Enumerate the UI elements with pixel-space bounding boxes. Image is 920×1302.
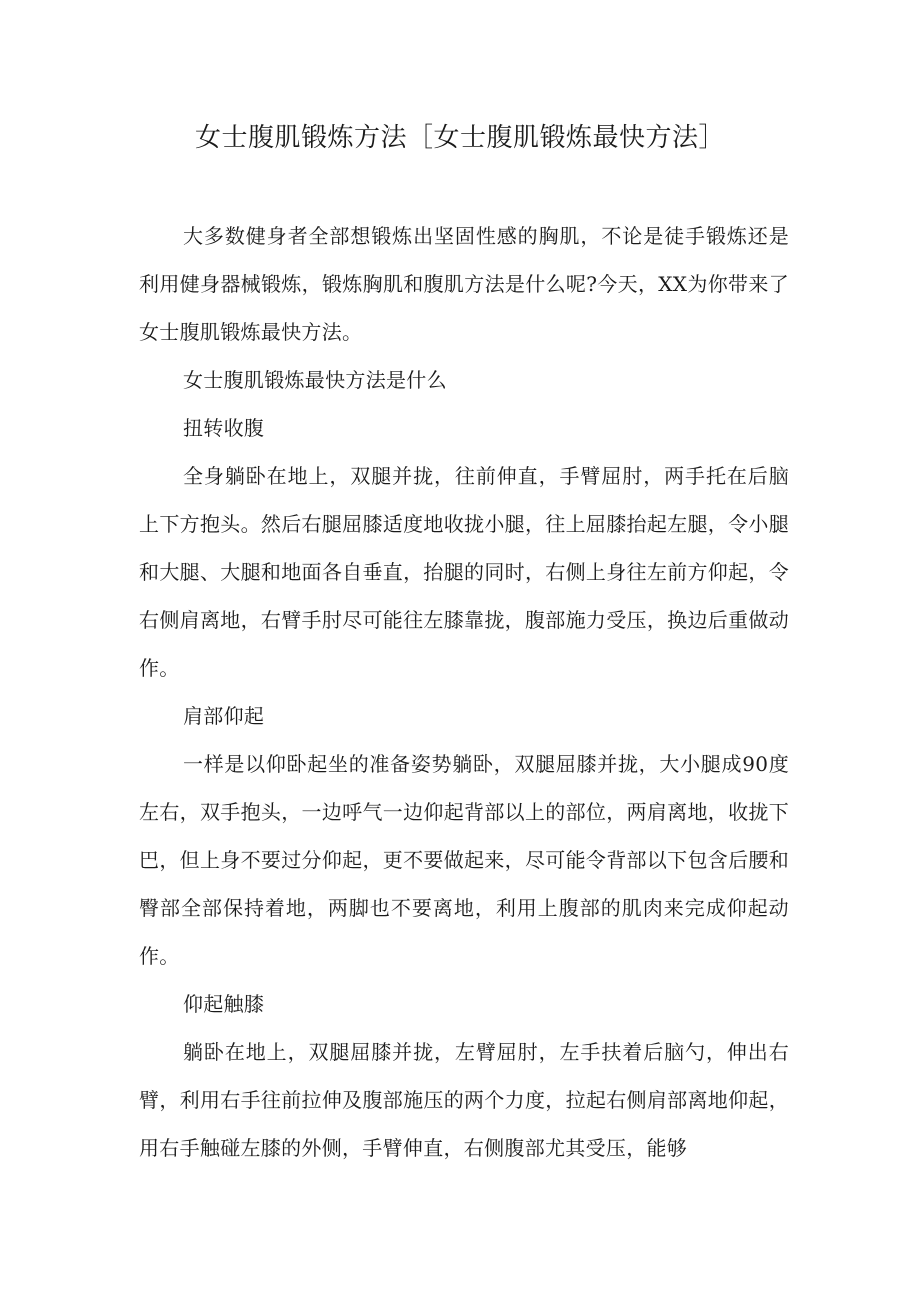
paragraph-shoulder-raise: 一样是以仰卧起坐的准备姿势躺卧，双腿屈膝并拢，大小腿成90度左右，双手抱头，一边呼气一边仰起背部以上的部位，两肩离地，收拢下巴，但上身不要过分仰起，更不要做起来，尽可能令背部以下包含后腰和臀部全部保持着地，两脚也不要离地，利用上腹部的肌肉来完成仰起动作。 <box>139 752 789 968</box>
paragraph-intro: 大多数健身者全部想锻炼出坚固性感的胸肌，不论是徒手锻炼还是利用健身器械锻炼，锻炼胸肌和腹肌方法是什么呢?今天，XX为你带来了女士腹肌锻炼最快方法。 <box>139 224 789 344</box>
section-heading-twist-crunch: 扭转收腹 <box>183 416 265 440</box>
section-heading-question: 女士腹肌锻炼最快方法是什么 <box>183 368 447 392</box>
paragraph-twist-crunch: 全身躺卧在地上，双腿并拢，往前伸直，手臂屈肘，两手托在后脑上下方抱头。然后右腿屈膝适度地收拢小腿，往上屈膝抬起左腿，令小腿和大腿、大腿和地面各自垂直，抬腿的同时，右侧上身往左前方仰起，令右侧肩离地，右臂手肘尽可能往左膝靠拢，腹部施力受压，换边后重做动作。 <box>139 464 789 680</box>
section-heading-knee-touch: 仰起触膝 <box>183 992 265 1016</box>
paragraph-knee-touch: 躺卧在地上，双腿屈膝并拢，左臂屈肘，左手扶着后脑勺，伸出右臂，利用右手往前拉伸及腹部施压的两个力度，拉起右侧肩部离地仰起，用右手触碰左膝的外侧，手臂伸直，右侧腹部尤其受压，能够 <box>139 1040 789 1160</box>
document-body <box>139 212 789 1172</box>
section-heading-shoulder-raise: 肩部仰起 <box>183 704 265 728</box>
document-title: 女士腹肌锻炼方法［女士腹肌锻炼最快方法］ <box>194 123 725 153</box>
